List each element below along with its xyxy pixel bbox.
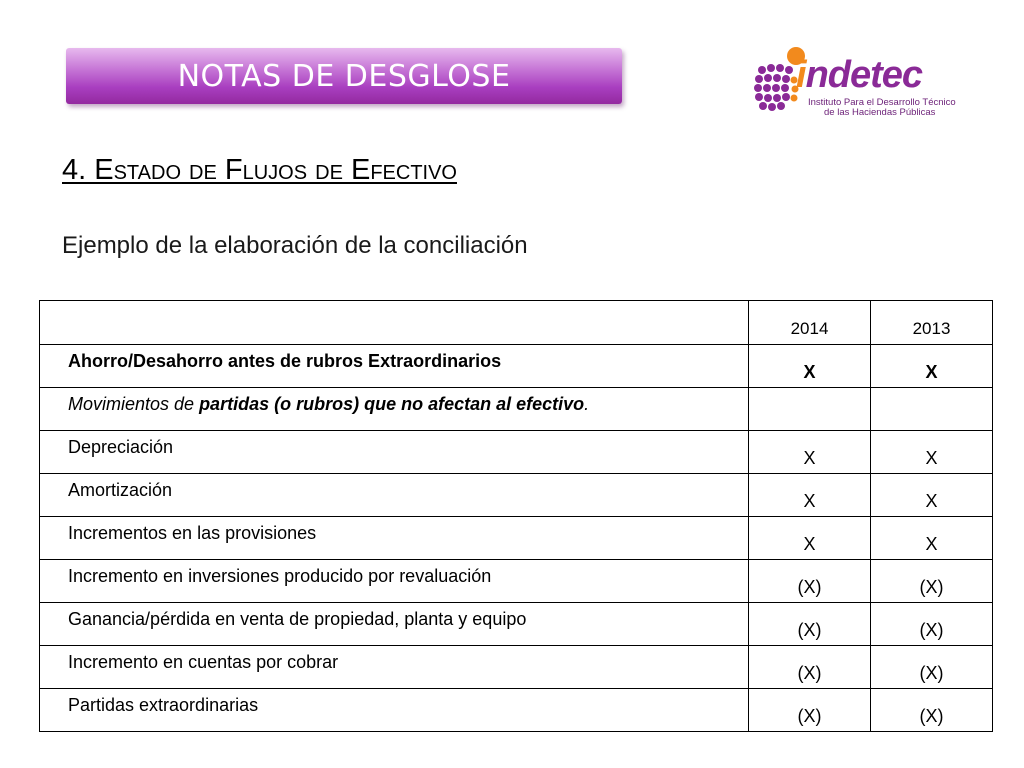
page-subtitle: Ejemplo de la elaboración de la conciliación [62,232,528,259]
value-2014: X [749,345,871,388]
indetec-logo [752,44,982,122]
table-row [40,603,993,646]
value-2014: X [749,431,871,474]
logo-wordmark: indetec [796,54,923,96]
row-label: Incremento en inversiones producido por revaluación [40,560,749,603]
value-2014 [749,388,871,431]
row-label: Amortización [40,474,749,517]
value-2013: X [871,474,993,517]
value-2014: X [749,517,871,560]
row-label: Ahorro/Desahorro antes de rubros Extraordinarios [40,345,749,388]
banner-title: NOTAS DE DESGLOSE [177,58,511,94]
header-cell-empty [40,301,749,345]
table-row [40,345,993,388]
value-2013: (X) [871,560,993,603]
row-label: Depreciación [40,431,749,474]
row-label: Ganancia/pérdida en venta de propiedad, planta y equipo [40,603,749,646]
header-cell-2013: 2013 [871,301,993,345]
section-banner [66,48,622,104]
value-2013: X [871,345,993,388]
value-2013: X [871,517,993,560]
value-2014: (X) [749,646,871,689]
value-2013 [871,388,993,431]
value-2013: (X) [871,646,993,689]
table-row [40,646,993,689]
table-row [40,388,993,431]
row-label: Movimientos de partidas (o rubros) que no afectan al efectivo. [40,388,749,431]
table-row [40,689,993,732]
row-label: Incremento en cuentas por cobrar [40,646,749,689]
value-2014: (X) [749,603,871,646]
value-2014: (X) [749,560,871,603]
value-2013: X [871,431,993,474]
conciliation-table [39,300,993,732]
table-row [40,474,993,517]
row-label: Incrementos en las provisiones [40,517,749,560]
value-2014: X [749,474,871,517]
value-2013: (X) [871,689,993,732]
page-title: 4. Estado de Flujos de Efectivo [62,154,457,186]
header-cell-2014: 2014 [749,301,871,345]
logo-tagline-1: Instituto Para el Desarrollo Técnico [808,97,956,108]
logo-tagline-2: de las Haciendas Públicas [824,107,936,118]
table-row [40,517,993,560]
row-label: Partidas extraordinarias [40,689,749,732]
table-header-row [40,301,993,345]
value-2013: (X) [871,603,993,646]
table-row [40,560,993,603]
table-row [40,431,993,474]
value-2014: (X) [749,689,871,732]
